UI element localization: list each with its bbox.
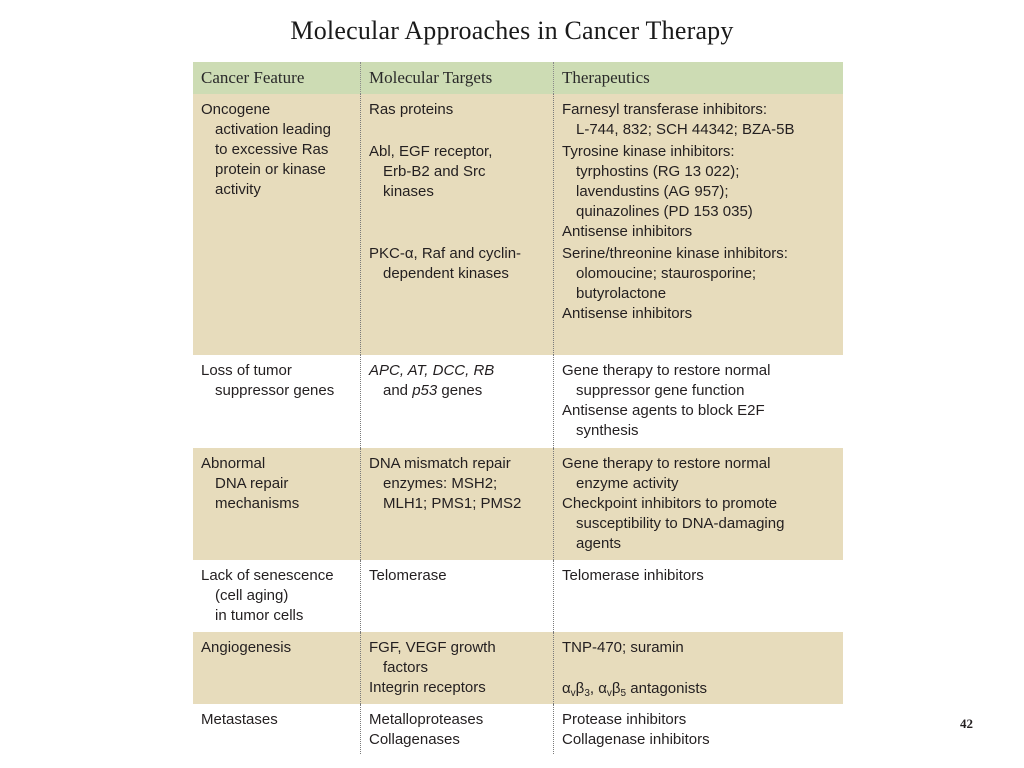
therapeutics-cell: Gene therapy to restore normal suppressor gene function Antisense agents to block E2F synthesis — [562, 362, 771, 439]
feature-cell: Angiogenesis — [193, 632, 361, 704]
table-row-angiogenesis — [193, 632, 843, 704]
header-cancer-feature: Cancer Feature — [193, 62, 361, 94]
targets-cell: FGF, VEGF growth factors Integrin receptors — [361, 632, 554, 704]
targets-cell: Metalloproteases Collagenases — [361, 704, 554, 754]
therapeutics-cell: Gene therapy to restore normal enzyme activity Checkpoint inhibitors to promote susceptibility to DNA-damaging agents — [562, 455, 785, 552]
table-row-metastases — [193, 704, 843, 754]
table-row-dna-repair — [193, 448, 843, 560]
therapeutics-cell: TNP-470; suramin $\alpha_v\beta_3$, $\alpha_v\beta_5$ antagonists — [562, 639, 707, 699]
therapy-table — [193, 62, 843, 754]
therapeutics-cell: Farnesyl transferase inhibitors: L-744, 832; SCH 44342; BZA-5B Tyrosine kinase inhibitors: tyrphostins (RG 13 022); lavendustins (AG 957); quinazolines (PD 153 035) Antisense inhibitors Serine/threonine kinase inhibitors: olomoucine; staurosporine; butyrolactone Antisense inhibitors — [562, 101, 795, 322]
feature-cell: Loss of tumor suppressor genes — [193, 355, 361, 448]
feature-cell: Oncogene activation leading to excessive Ras protein or kinase activity — [193, 94, 361, 355]
feature-cell: Abnormal DNA repair mechanisms — [193, 448, 361, 560]
targets-cell: Ras proteins Abl, EGF receptor, Erb-B2 and Src kinases PKC-α, Raf and cyclin- dependent kinases — [361, 94, 554, 355]
targets-cell: Telomerase — [361, 560, 554, 632]
targets-cell: DNA mismatch repair enzymes: MSH2; MLH1; PMS1; PMS2 — [361, 448, 554, 560]
feature-cell: Lack of senescence (cell aging) in tumor cells — [193, 560, 361, 632]
table-row-tumor-suppressor — [193, 355, 843, 448]
table-header — [193, 62, 843, 94]
therapeutics-cell: Telomerase inhibitors — [562, 567, 704, 584]
header-therapeutics: Therapeutics — [562, 68, 650, 87]
table-row-oncogene — [193, 94, 843, 355]
feature-cell: Metastases — [193, 704, 361, 754]
table-row-senescence — [193, 560, 843, 632]
page-number: 42 — [960, 716, 973, 731]
slide-title: Molecular Approaches in Cancer Therapy — [290, 16, 734, 45]
header-molecular-targets: Molecular Targets — [361, 62, 554, 94]
targets-cell: APC, AT, DCC, RB and p53 genes — [361, 355, 554, 448]
therapeutics-cell: Protease inhibitors Collagenase inhibitors — [562, 711, 710, 748]
